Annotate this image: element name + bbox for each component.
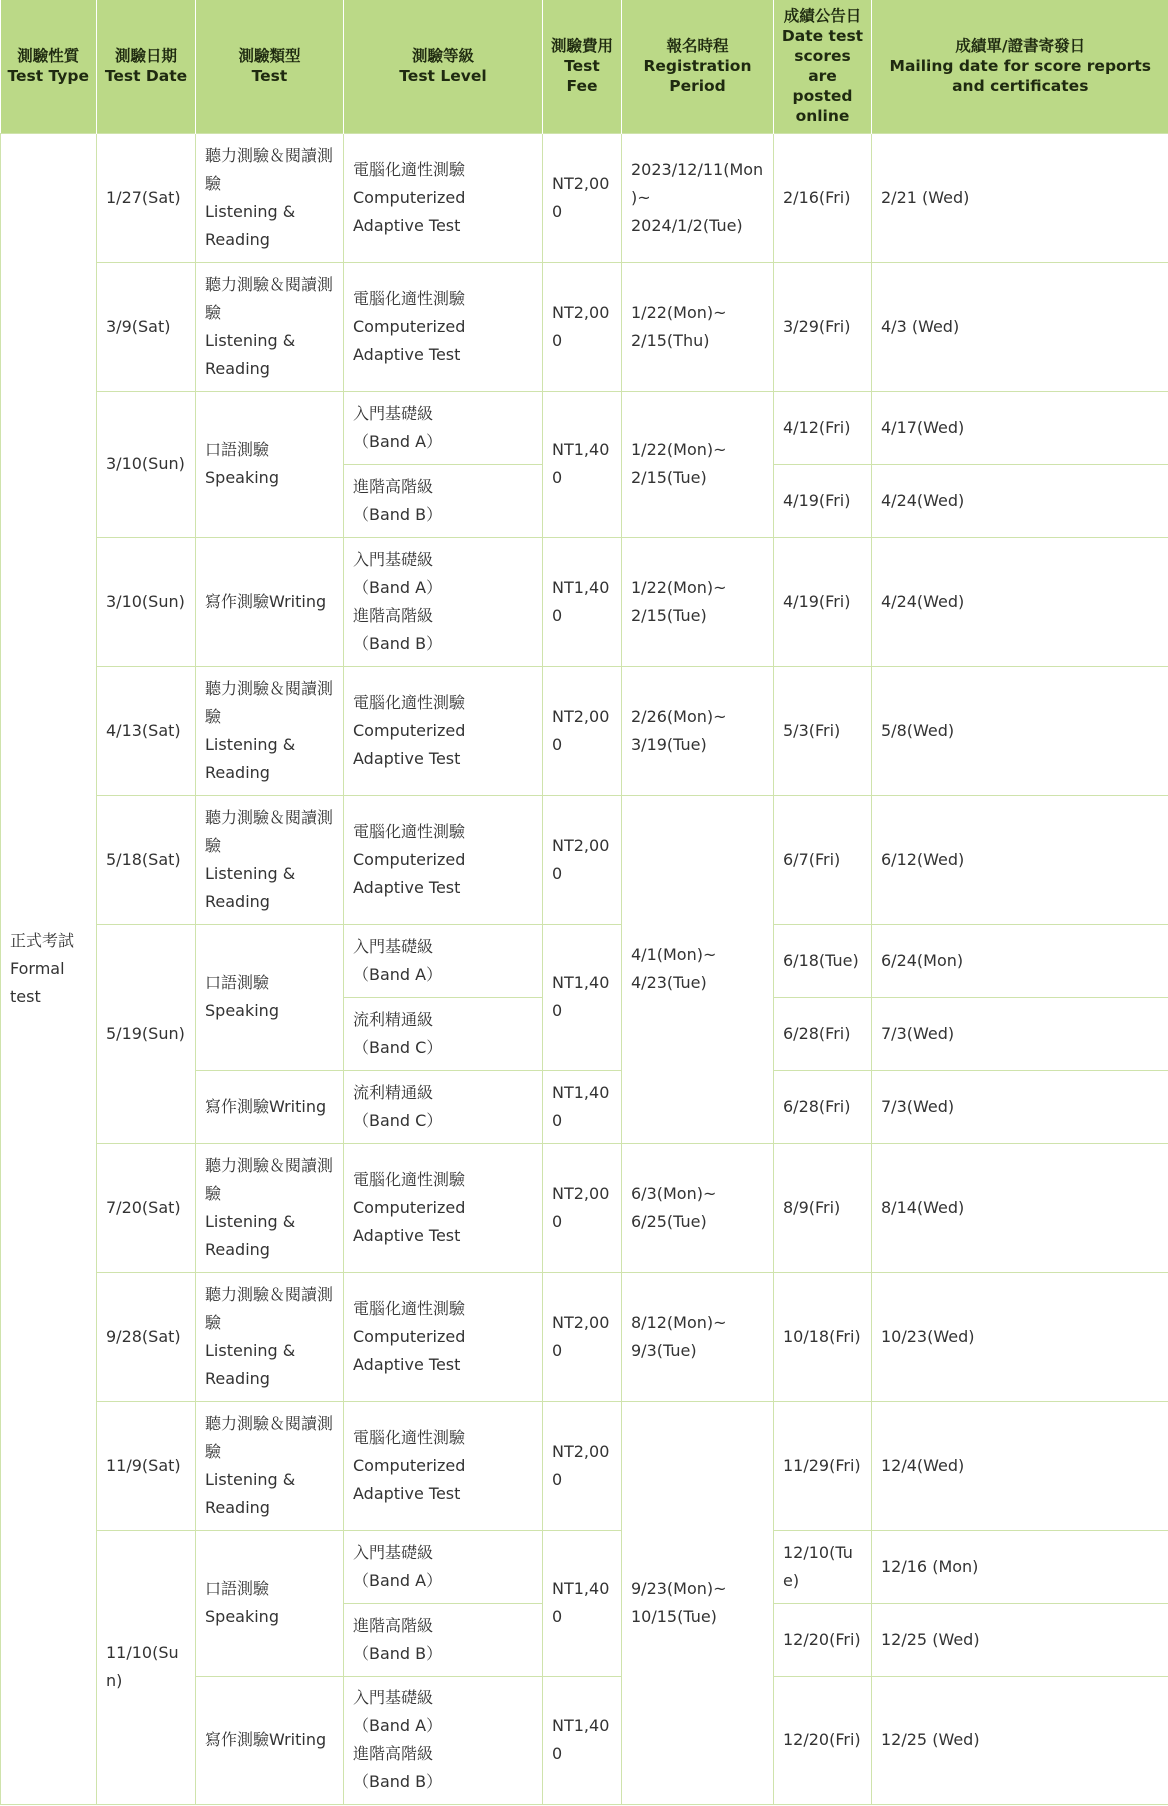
test-date-cell: 5/18(Sat) [97,795,196,924]
mailing-date-cell: 8/14(Wed) [872,1143,1168,1272]
test-cell: 寫作測驗Writing [196,1676,344,1804]
registration-cell: 1/22(Mon)~ 2/15(Tue) [622,537,774,666]
test-fee-cell: NT2,000 [543,1272,622,1401]
test-level-cell: 電腦化適性測驗 Computerized Adaptive Test [344,795,543,924]
test-fee-cell: NT1,400 [543,537,622,666]
mailing-date-cell: 5/8(Wed) [872,666,1168,795]
test-cell: 寫作測驗Writing [196,537,344,666]
test-date-cell: 3/9(Sat) [97,262,196,391]
test-cell: 聽力測驗＆閱讀測驗 Listening & Reading [196,666,344,795]
mailing-date-cell: 2/21 (Wed) [872,133,1168,262]
table-row [1,1143,1168,1272]
registration-cell: 2023/12/11(Mon)~ 2024/1/2(Tue) [622,133,774,262]
score-date-cell: 6/7(Fri) [774,795,872,924]
score-date-cell: 12/10(Tue) [774,1530,872,1603]
mailing-date-cell: 12/25 (Wed) [872,1676,1168,1804]
mailing-date-cell: 4/17(Wed) [872,391,1168,464]
registration-cell: 6/3(Mon)~ 6/25(Tue) [622,1143,774,1272]
table-row [1,133,1168,262]
mailing-date-cell: 4/24(Wed) [872,464,1168,537]
header-mailing-date: 成績單/證書寄發日 Mailing date for score reports and certificates [872,0,1168,133]
test-level-cell: 進階高階級 （Band B） [344,1603,543,1676]
mailing-date-cell: 7/3(Wed) [872,997,1168,1070]
test-cell: 聽力測驗＆閱讀測驗 Listening & Reading [196,133,344,262]
header-test: 測驗類型 Test [196,0,344,133]
score-date-cell: 8/9(Fri) [774,1143,872,1272]
header-test-level: 測驗等級 Test Level [344,0,543,133]
table-row [1,666,1168,795]
mailing-date-cell: 12/4(Wed) [872,1401,1168,1530]
score-date-cell: 4/19(Fri) [774,464,872,537]
test-level-cell: 電腦化適性測驗 Computerized Adaptive Test [344,1401,543,1530]
score-date-cell: 12/20(Fri) [774,1676,872,1804]
score-date-cell: 2/16(Fri) [774,133,872,262]
table-row [1,1401,1168,1530]
score-date-cell: 4/19(Fri) [774,537,872,666]
table-row [1,537,1168,666]
score-date-cell: 4/12(Fri) [774,391,872,464]
header-test-date: 測驗日期 Test Date [97,0,196,133]
mailing-date-cell: 12/25 (Wed) [872,1603,1168,1676]
test-fee-cell: NT2,000 [543,795,622,924]
test-cell: 口語測驗 Speaking [196,924,344,1070]
test-level-cell: 入門基礎級 （Band A） [344,1530,543,1603]
test-fee-cell: NT2,000 [543,666,622,795]
score-date-cell: 11/29(Fri) [774,1401,872,1530]
test-date-cell: 5/19(Sun) [97,924,196,1143]
test-date-cell: 1/27(Sat) [97,133,196,262]
table-row [1,1272,1168,1401]
test-level-cell: 電腦化適性測驗 Computerized Adaptive Test [344,1143,543,1272]
table-row [1,795,1168,924]
table-row [1,262,1168,391]
score-date-cell: 6/18(Tue) [774,924,872,997]
score-date-cell: 10/18(Fri) [774,1272,872,1401]
test-fee-cell: NT1,400 [543,1676,622,1804]
test-level-cell: 電腦化適性測驗 Computerized Adaptive Test [344,262,543,391]
table-row [1,924,1168,997]
score-date-cell: 12/20(Fri) [774,1603,872,1676]
test-cell: 聽力測驗＆閱讀測驗 Listening & Reading [196,1272,344,1401]
test-fee-cell: NT2,000 [543,1143,622,1272]
mailing-date-cell: 4/3 (Wed) [872,262,1168,391]
mailing-date-cell: 12/16 (Mon) [872,1530,1168,1603]
mailing-date-cell: 10/23(Wed) [872,1272,1168,1401]
test-level-cell: 電腦化適性測驗 Computerized Adaptive Test [344,1272,543,1401]
test-fee-cell: NT2,000 [543,1401,622,1530]
test-date-cell: 11/9(Sat) [97,1401,196,1530]
header-test-type: 測驗性質 Test Type [1,0,97,133]
test-cell: 聽力測驗＆閱讀測驗 Listening & Reading [196,1143,344,1272]
mailing-date-cell: 4/24(Wed) [872,537,1168,666]
test-level-cell: 入門基礎級 （Band A） [344,391,543,464]
header-score-date: 成績公告日 Date test scores are posted online [774,0,872,133]
test-date-cell: 4/13(Sat) [97,666,196,795]
table-header [1,0,1168,133]
test-date-cell: 3/10(Sun) [97,391,196,537]
table-row [1,391,1168,464]
mailing-date-cell: 6/12(Wed) [872,795,1168,924]
registration-cell: 8/12(Mon)~ 9/3(Tue) [622,1272,774,1401]
registration-cell: 2/26(Mon)~ 3/19(Tue) [622,666,774,795]
test-fee-cell: NT1,400 [543,924,622,1070]
test-date-cell: 7/20(Sat) [97,1143,196,1272]
test-level-cell: 電腦化適性測驗 Computerized Adaptive Test [344,133,543,262]
score-date-cell: 5/3(Fri) [774,666,872,795]
score-date-cell: 6/28(Fri) [774,1070,872,1143]
test-fee-cell: NT1,400 [543,1070,622,1143]
score-date-cell: 3/29(Fri) [774,262,872,391]
test-cell: 口語測驗 Speaking [196,1530,344,1676]
score-date-cell: 6/28(Fri) [774,997,872,1070]
registration-cell: 1/22(Mon)~ 2/15(Thu) [622,262,774,391]
test-cell: 聽力測驗＆閱讀測驗 Listening & Reading [196,262,344,391]
test-level-cell: 入門基礎級 （Band A） 進階高階級 （Band B） [344,1676,543,1804]
mailing-date-cell: 6/24(Mon) [872,924,1168,997]
header-test-fee: 測驗費用 Test Fee [543,0,622,133]
test-date-cell: 3/10(Sun) [97,537,196,666]
test-level-cell: 入門基礎級 （Band A） [344,924,543,997]
test-level-cell: 進階高階級 （Band B） [344,464,543,537]
test-fee-cell: NT2,000 [543,262,622,391]
mailing-date-cell: 7/3(Wed) [872,1070,1168,1143]
test-level-cell: 入門基礎級 （Band A） 進階高階級 （Band B） [344,537,543,666]
registration-cell: 9/23(Mon)~ 10/15(Tue) [622,1401,774,1804]
test-fee-cell: NT2,000 [543,133,622,262]
test-cell: 聽力測驗＆閱讀測驗 Listening & Reading [196,795,344,924]
test-fee-cell: NT1,400 [543,1530,622,1676]
test-cell: 口語測驗 Speaking [196,391,344,537]
test-cell: 寫作測驗Writing [196,1070,344,1143]
test-level-cell: 流利精通級 （Band C） [344,1070,543,1143]
test-type-cell: 正式考試 Formal test [1,133,97,1804]
test-level-cell: 電腦化適性測驗 Computerized Adaptive Test [344,666,543,795]
test-fee-cell: NT1,400 [543,391,622,537]
registration-cell: 4/1(Mon)~ 4/23(Tue) [622,795,774,1143]
test-cell: 聽力測驗＆閱讀測驗 Listening & Reading [196,1401,344,1530]
test-level-cell: 流利精通級 （Band C） [344,997,543,1070]
test-date-cell: 9/28(Sat) [97,1272,196,1401]
header-registration-period: 報名時程 Registration Period [622,0,774,133]
table-row [1,1530,1168,1603]
test-date-cell: 11/10(Sun) [97,1530,196,1804]
registration-cell: 1/22(Mon)~ 2/15(Tue) [622,391,774,537]
